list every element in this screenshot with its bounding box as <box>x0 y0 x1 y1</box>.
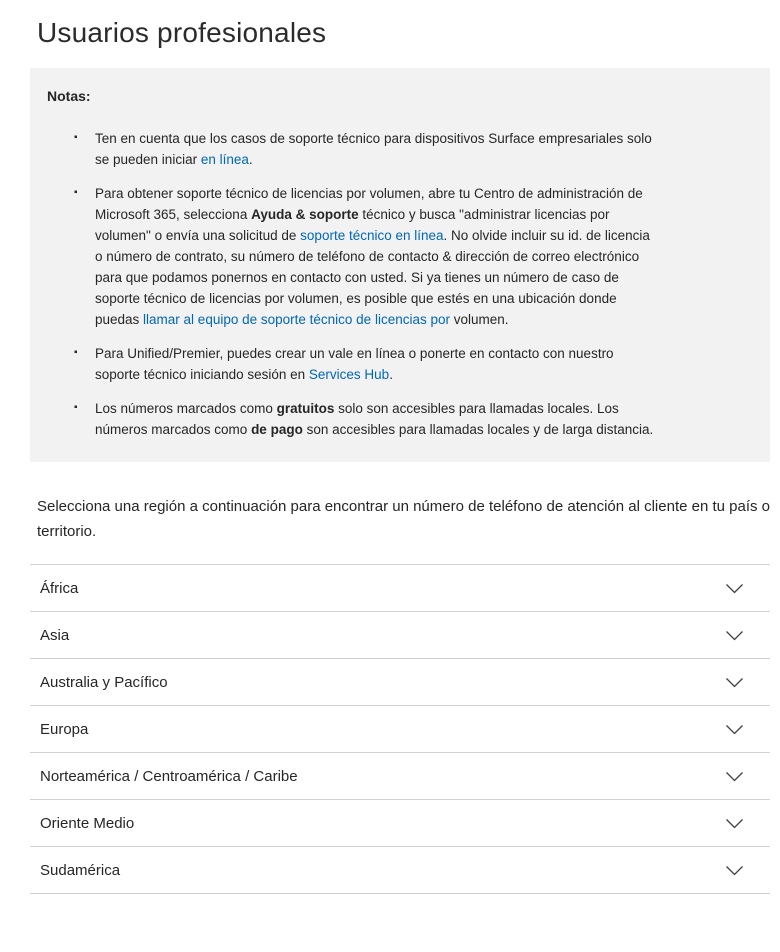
note-text: Para obtener soporte técnico de licencias por volumen, abre tu Centro de administración de Microsoft 365, selecciona <box>95 186 643 222</box>
accordion-row-oriente-medio[interactable] <box>30 799 770 846</box>
note-text: técnico y busca "administrar licencias por volumen" o envía una solicitud de <box>95 207 610 243</box>
region-label: Norteamérica / Centroamérica / Caribe <box>40 767 298 785</box>
page-container <box>0 16 780 894</box>
chevron-down-icon <box>725 677 744 688</box>
note-text: . <box>389 367 393 382</box>
accordion-row-europa[interactable] <box>30 705 770 752</box>
notes-list <box>47 128 655 440</box>
inline-link[interactable]: soporte técnico en línea <box>300 228 444 243</box>
page-title: Usuarios profesionales <box>37 17 327 48</box>
region-label: Oriente Medio <box>40 814 135 832</box>
note-text: volumen. <box>449 312 509 327</box>
bold-text: de pago <box>251 422 303 437</box>
note-text: . No olvide incluir su id. de licencia o número de contrato, su número de teléfono de contacto & dirección de correo electrónico para que podamos ponernos en contacto con usted. Si ya tienes un número de caso de soporte técnico de licencias por volumen, es posible que estés en una ubicación donde puedas <box>95 228 650 327</box>
inline-link[interactable]: en línea <box>200 152 249 167</box>
note-text: son accesibles para llamadas locales y de larga distancia. <box>302 422 654 437</box>
note-item <box>95 128 655 170</box>
chevron-down-icon <box>725 865 744 876</box>
chevron-down-icon <box>725 724 744 735</box>
intro-text: Selecciona una región a continuación para encontrar un número de teléfono de atención al cliente en tu país o territorio. <box>37 498 771 540</box>
notes-label: Notas: <box>47 88 91 104</box>
note-item <box>95 398 655 440</box>
chevron-down-icon <box>725 630 744 641</box>
region-label: Asia <box>40 626 70 644</box>
region-label: Europa <box>40 720 89 738</box>
note-item <box>95 343 655 385</box>
note-text: . <box>248 152 253 167</box>
regions-accordion <box>30 564 770 894</box>
accordion-row-norteamerica-centroamerica-caribe[interactable] <box>30 752 770 799</box>
region-label: Australia y Pacífico <box>40 673 168 691</box>
accordion-row-asia[interactable] <box>30 611 770 658</box>
chevron-down-icon <box>725 818 744 829</box>
bold-text: gratuitos <box>276 401 335 416</box>
accordion-row-sudamerica[interactable] <box>30 846 770 893</box>
region-label: Sudamérica <box>40 861 121 879</box>
note-item <box>95 183 655 330</box>
note-text: Los números marcados como <box>95 401 277 416</box>
accordion-row-africa[interactable] <box>30 564 770 611</box>
accordion-row-australia-y-pacifico[interactable] <box>30 658 770 705</box>
note-text: Para Unified/Premier, puedes crear un vale en línea o ponerte en contacto con nuestro soporte técnico iniciando sesión en <box>95 346 614 382</box>
note-text: solo son accesibles para llamadas locales. Los números marcados como <box>95 401 619 437</box>
notes-box <box>30 68 770 462</box>
chevron-down-icon <box>725 771 744 782</box>
inline-link[interactable]: Services Hub <box>308 367 390 382</box>
region-label: África <box>40 579 79 597</box>
bold-text: Ayuda & soporte <box>251 207 359 222</box>
chevron-down-icon <box>725 583 744 594</box>
inline-link[interactable]: llamar al equipo de soporte técnico de licencias por <box>143 312 450 327</box>
note-text: Ten en cuenta que los casos de soporte técnico para dispositivos Surface empresariales solo se pueden iniciar <box>95 131 652 167</box>
